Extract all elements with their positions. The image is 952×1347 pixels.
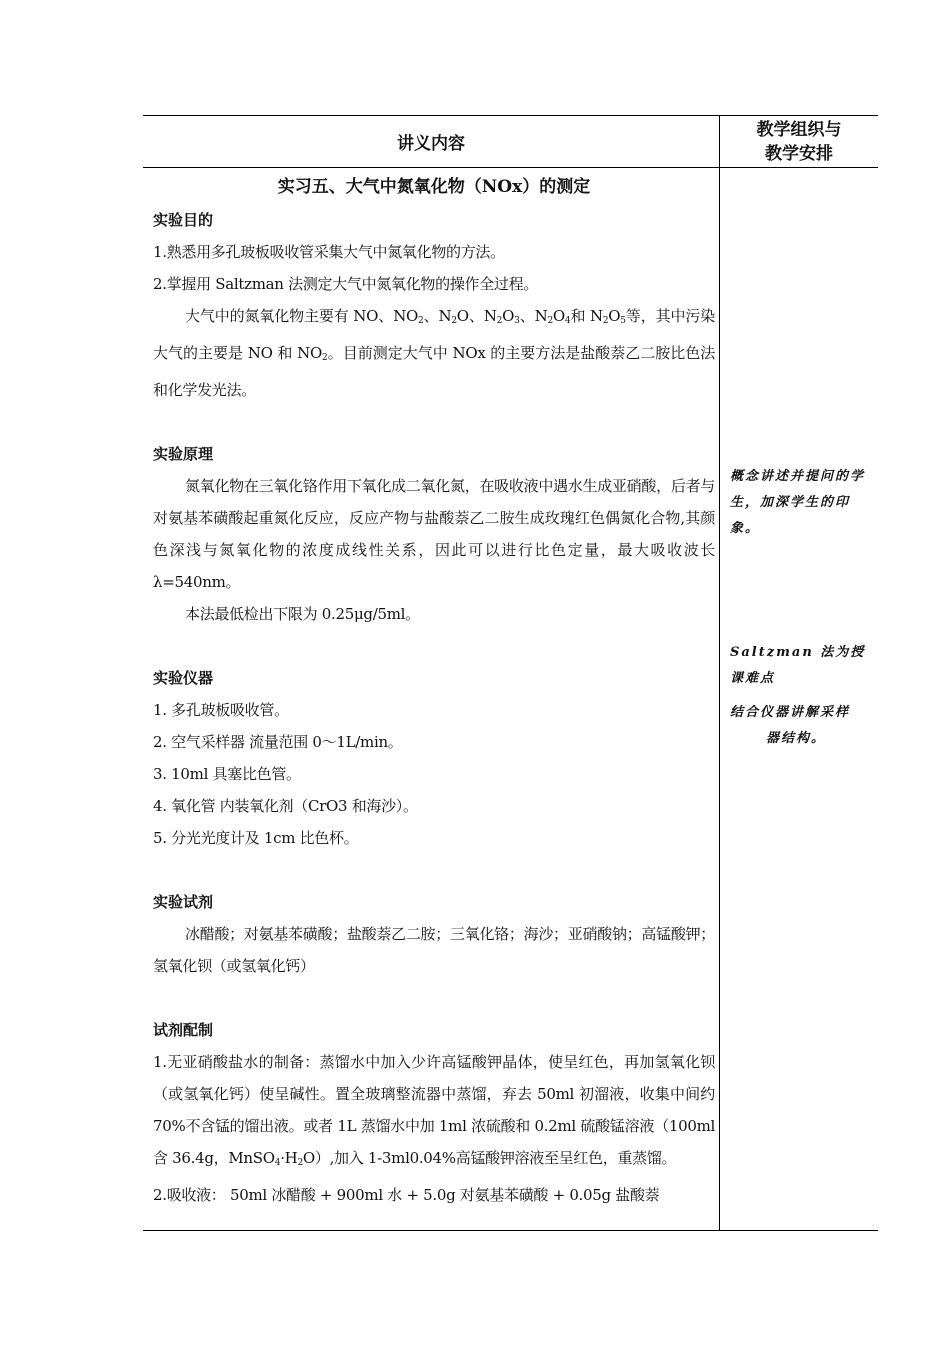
- preparation-item-1: 1.无亚硝酸盐水的制备：蒸馏水中加入少许高锰酸钾晶体，使呈红色，再加氢氧化钡（或氢氧化钙）使呈碱性。置全玻璃整流器中蒸馏，弃去 50ml 初溜液，收集中间约 70%不含锰的馏出液。或者 1L 蒸馏水中加 1ml 浓硫酸和 0.2ml 硫酸锰溶液（100ml 含 36.4g，$MnSO_4\cdot H_2O$）,加入 1-3ml0.04%高锰酸钾溶液至呈红色，重蒸馏。: [153, 1053, 715, 1168]
- column-divider: [719, 116, 720, 1230]
- purpose-item-1: 1.熟悉用多孔玻板吸收管采集大气中氮氧化物的方法。: [153, 243, 505, 261]
- apparatus-item-5: 5. 分光光度计及 1cm 比色杯。: [153, 829, 359, 847]
- lecture-table: [143, 115, 878, 1231]
- teaching-note-2-line1: Saltzman 法为授课难点: [730, 645, 866, 686]
- apparatus-item-3: 3. 10ml 具塞比色管。: [153, 765, 301, 783]
- purpose-text-b: ，其中污染大气的主要是 NO 和 NO: [153, 307, 715, 362]
- purpose-text-c: 。目前测定大气中 NOx 的主要方法是盐酸萘乙二胺比色法和化学发光法。: [153, 344, 715, 399]
- preparation-item-1-a: 1.无亚硝酸盐水的制备：蒸馏水中加入少许高锰酸钾晶体，使呈红色，再加氢氧化钡（或氢氧化钙）使呈碱性。置全玻璃整流器中蒸馏，弃去 50ml 初溜液，收集中间约 70%不含锰的馏出液。或者 1L 蒸馏水中加 1ml 浓硫酸和 0.2ml 硫酸锰溶液（100ml 含 36.4g，MnSO: [153, 1053, 715, 1167]
- header-right-line1: 教学组织与: [756, 119, 842, 140]
- purpose-text-a: 大气中的氮氧化物主要有 NO、NO: [185, 307, 419, 325]
- apparatus-item-1: 1. 多孔玻板吸收管。: [153, 701, 289, 719]
- page-title: 实习五、大气中氮氧化物（NOx）的测定: [277, 177, 591, 197]
- header-divider: [143, 167, 878, 168]
- preparation-item-1-b: ·H: [280, 1149, 298, 1167]
- apparatus-heading: 实验仪器: [153, 669, 214, 687]
- header-teaching-arrangement: [720, 116, 878, 167]
- lecture-content: [153, 172, 715, 1211]
- teaching-note-1: 概念讲述并提问的学生，加深学生的印象。: [730, 469, 866, 536]
- preparation-heading: 试剂配制: [153, 1021, 214, 1039]
- purpose-item-2: 2.掌握用 Saltzman 法测定大气中氮氧化物的操作全过程。: [153, 275, 539, 293]
- reagents-heading: 实验试剂: [153, 893, 214, 911]
- reagents-text: 冰醋酸；对氨基苯磺酸；盐酸萘乙二胺；三氧化铬；海沙；亚硝酸钠；高锰酸钾；氢氧化钡（或氢氧化钙）: [153, 925, 715, 975]
- apparatus-item-4: 4. 氧化管 内装氧化剂（CrO3 和海沙）。: [153, 797, 418, 815]
- principle-heading: 实验原理: [153, 445, 214, 463]
- apparatus-item-2: 2. 空气采样器 流量范围 0～1L/min。: [153, 733, 403, 751]
- teaching-note-2: [730, 640, 870, 752]
- principle-paragraph-2: 本法最低检出下限为 0.25μg/5ml。: [185, 605, 420, 623]
- header-right-line2: 教学安排: [765, 143, 833, 164]
- teaching-note-2-line2: 结合仪器讲解采样: [730, 705, 851, 720]
- preparation-item-1-c: O）,加入 1-3ml0.04%高锰酸钾溶液至呈红色，重蒸馏。: [302, 1149, 677, 1167]
- purpose-heading: 实验目的: [153, 211, 214, 229]
- principle-paragraph-1: 氮氧化物在三氧化铬作用下氧化成二氧化氮，在吸收液中遇水生成亚硝酸，后者与对氨基苯磺酸起重氮化反应，反应产物与盐酸萘乙二胺生成玫瑰红色偶氮化合物,其颜色深浅与氮氧化物的浓度成线性关系，因此可以进行比色定量，最大吸收波长λ=540nm。: [153, 477, 715, 591]
- preparation-item-2: 2.吸收液： 50ml 冰醋酸 + 900ml 水 + 5.0g 对氨基苯磺酸 + 0.05g 盐酸萘: [153, 1186, 660, 1204]
- header-lecture-content: 讲义内容: [397, 134, 465, 154]
- teaching-note-2-line3: 器结构。: [766, 731, 827, 746]
- purpose-paragraph: 大气中的氮氧化物主要有 NO、$NO_2$、$N_2O$、$N_2O_3$、$N_2O_4$和 $N_2O_5$等，其中污染大气的主要是 NO 和 $NO_2$。目前测定大气中 NOx 的主要方法是盐酸萘乙二胺比色法和化学发光法。: [153, 307, 715, 399]
